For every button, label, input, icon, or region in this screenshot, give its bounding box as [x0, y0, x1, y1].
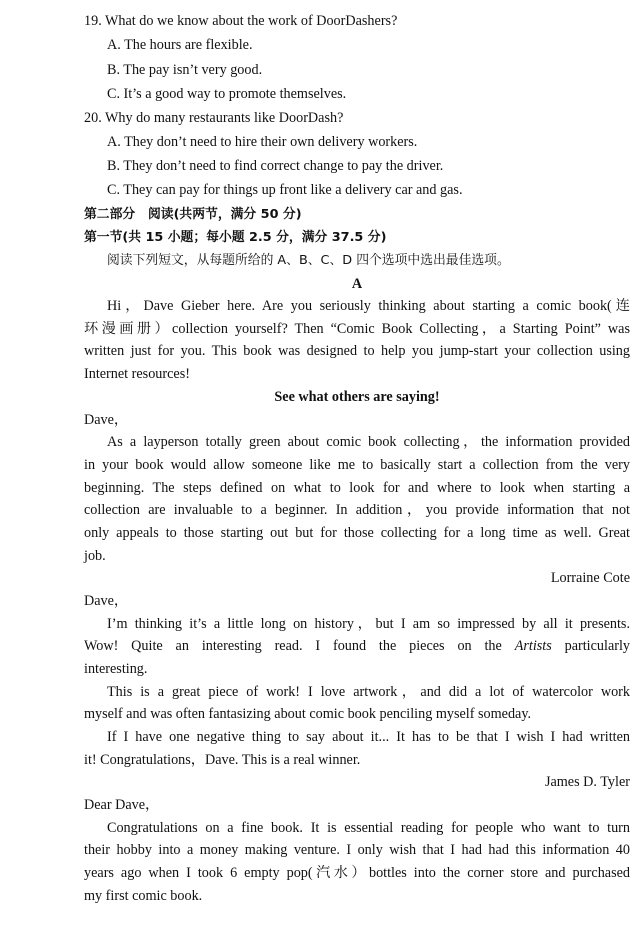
- artists-italic-title: Artists: [514, 638, 552, 654]
- question-19-option-a: A. The hours are flexible.: [107, 37, 253, 53]
- intro-line-2: 环漫画册）collection yourself? Then “Comic Book Collecting，a Starting Point” was: [84, 321, 630, 337]
- passage-label: A: [351, 276, 363, 292]
- question-19-option-c: C. It’s a good way to promote themselves.: [107, 86, 347, 102]
- review-2-line-4: This is a great piece of work! I love artwork，and did a lot of watercolor work: [107, 684, 630, 700]
- review-2-line-6: If I have one negative thing to say about it... It has to be that I wish I had written: [107, 729, 630, 745]
- review-2-line-7: it! Congratulations，Dave. This is a real winner.: [84, 752, 361, 768]
- question-20-option-c: C. They can pay for things up front like a delivery car and gas.: [107, 182, 463, 198]
- review-3-line-4: my first comic book.: [84, 888, 203, 904]
- review-1-line-4: collection are invaluable to a beginner. In addition，you provide information that not: [84, 502, 630, 518]
- subsection-heading: 第一节(共 15 小题；每小题 2.5 分，满分 37.5 分): [84, 230, 387, 245]
- review-2-salutation: Dave，: [84, 593, 129, 609]
- question-20-stem: 20. Why do many restaurants like DoorDash?: [84, 110, 344, 126]
- review-3-line-3: years ago when I took 6 empty pop(汽水）bottles into the corner store and purchased: [84, 865, 630, 881]
- review-3-line-2: their hobby into a money making venture. I only wish that I had had this information 40: [84, 842, 630, 858]
- review-2-line-3: interesting.: [84, 661, 148, 677]
- review-1-line-2: in your book would allow someone like me to basically start a collection from the very: [84, 457, 630, 473]
- question-19-stem: 19. What do we know about the work of DoorDashers?: [84, 13, 398, 29]
- review-2-signature: James D. Tyler: [544, 774, 630, 790]
- review-2-line-2-end: particularly: [551, 638, 631, 654]
- review-1-line-6: job.: [84, 548, 106, 564]
- intro-line-1: Hi，Dave Gieber here. Are you seriously thinking about starting a comic book(连: [107, 298, 630, 314]
- review-1-line-1: As a layperson totally green about comic book collecting，the information provided: [107, 434, 630, 450]
- intro-line-4: Internet resources!: [84, 366, 190, 382]
- review-2-line-5: myself and was often fantasizing about comic book penciling myself someday.: [84, 706, 532, 722]
- section-instruction: 阅读下列短文，从每题所给的 A、B、C、D 四个选项中选出最佳选项。: [107, 253, 510, 268]
- question-20-option-b: B. They don’t need to find correct change to pay the driver.: [107, 158, 444, 174]
- review-2-line-2-start: Wow! Quite an interesting read. I found the pieces on the: [84, 638, 515, 654]
- review-1-salutation: Dave，: [84, 412, 129, 428]
- review-1-line-5: only appeals to those starting out but for those collecting for a long time as well. Great: [84, 525, 630, 541]
- section-part-heading: 第二部分 阅读(共两节，满分 50 分): [84, 207, 302, 222]
- intro-line-3: written just for you. This book was designed to help you jump-start your collection using: [84, 343, 630, 359]
- review-2-line-2: [84, 637, 630, 655]
- review-2-line-1: I’m thinking it’s a little long on history，but I am so impressed by all it presents.: [107, 616, 630, 632]
- review-3-salutation: Dear Dave，: [84, 797, 160, 813]
- review-1-signature: Lorraine Cote: [550, 570, 630, 586]
- review-3-line-1: Congratulations on a fine book. It is essential reading for people who want to turn: [107, 820, 630, 836]
- reviews-subheading: See what others are saying!: [274, 389, 440, 405]
- review-1-line-3: beginning. The steps defined on what to look for and where to look when starting a: [84, 480, 630, 496]
- question-19-option-b: B. The pay isn’t very good.: [107, 62, 263, 78]
- question-20-option-a: A. They don’t need to hire their own delivery workers.: [107, 134, 418, 150]
